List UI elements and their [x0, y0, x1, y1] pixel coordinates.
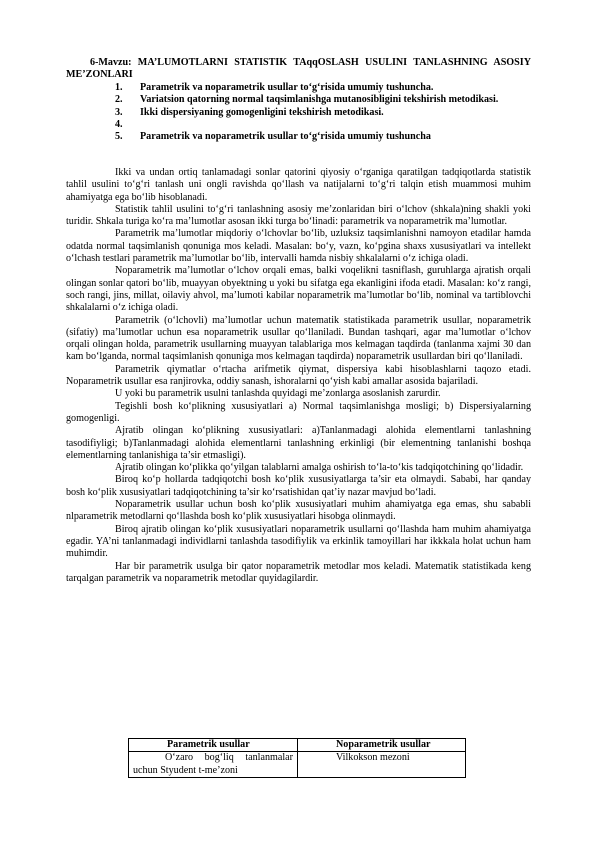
- outline-item: [66, 94, 531, 106]
- paragraph: Noparametrik usullar uchun bosh ko‘plik xususiyatlari muhim ahamiyatga ega emas, shu sababli nlparametrik metodlarni qo‘llashda bosh ko‘plik xususiyatlari hisobga olinmaydi.: [66, 499, 531, 523]
- paragraph: Parametrik (o‘lchovli) ma’lumotlar uchun matematik statistikada parametrik usullar, noparametrik (sifatiy) ma’lumotlar uchun esa noparametrik usullar qo‘llaniladi. Bundan tashqari, agar ma’lumotlar o‘lchov orqali olingan holda, parametrik usullarning muayyan talablariga mos kelmagan taqdirda (tanlanma xajmi 30 dan kam bo‘lganda, normal taqsimlanish qonuniga mos kelmagan taqdirda) noparametrik usullardan biri qo‘llaniladi.: [66, 314, 531, 363]
- table-cell: O‘zaro bog‘liq tanlanmalar uchun Styudent t-me’zoni: [129, 752, 298, 778]
- paragraph: Biroq ko‘p hollarda tadqiqotchi bosh ko‘plik xususiyatlarga ta’sir eta olmaydi. Sababi, har qanday bosh ko‘plik xususiyatlari tadqiqotchining ta’sir ko‘rsatishidan qat’iy nazar mavjud bo‘ladi.: [66, 474, 531, 498]
- outline-text: Parametrik va noparametrik usullar to‘g‘risida umumiy tushuncha.: [140, 82, 434, 93]
- outline-item: [66, 131, 531, 143]
- outline-item: [66, 119, 531, 131]
- outline-text: Ikki dispersiyaning gomogenligini tekshirish metodikasi.: [140, 106, 384, 118]
- paragraph: Ajratib olingan ko‘plikning xususiyatlari: a)Tanlanmadagi alohida elementlarni tanlashning tasodifiyligi; b)Tanlanmadagi alohida elementlarni tanlashning erkinligi (bir elementning tanlanishi boshqa elementlarning tanlanishiga ta’sir etmasligi).: [66, 425, 531, 461]
- table-header-cell: Noparametrik usullar: [298, 739, 466, 752]
- outline-number: 2.: [115, 94, 123, 106]
- table-row: [129, 752, 466, 778]
- paragraph: Parametrik qiymatlar o‘rtacha arifmetik qiymat, dispersiya kabi hisoblashlarni taqozo etadi. Noparametrik usullar esa ranjirovka, oddiy sanash, ishoralarni qo‘yish kabi amallar asosida bajariladi.: [66, 363, 531, 388]
- table-header-row: [129, 739, 466, 752]
- document-body: [66, 167, 531, 585]
- methods-table: [128, 738, 466, 778]
- paragraph: Parametrik ma’lumotlar miqdoriy o‘lchovlar bo‘lib, uzluksiz taqsimlanishni namoyon etadilar hamda odatda normal taqsimlanish qonuniga mos keladi. Masalan: bo‘y, vazn, ko‘pgina shaxs xususiyatlari va intellekt o‘lchash testlari parametrik ma’lumotlar bo‘lib, intervalli hamda nisbiy shkalalarni o‘z ichiga oladi.: [66, 228, 531, 265]
- paragraph: Ikki va undan ortiq tanlamadagi sonlar qatorini qiyosiy o‘rganiga qaratilgan tadqiqotlarda statistik tahlil usulini to‘g‘ri tanlash uni ongli ravishda qo‘llash va natijalarni to‘g‘ri talqin etish muammosi muhim ahamiyatga ega bo‘lib hisoblanadi.: [66, 167, 531, 203]
- outline-text: Variatsion qatorning normal taqsimlanishga mutanosibligini tekshirish metodikasi.: [140, 94, 499, 106]
- outline-text: [140, 119, 531, 131]
- outline-item: [66, 82, 531, 94]
- topic-outline: [66, 82, 531, 143]
- document-title: 6-Mavzu: MA’LUMOTLARNI STATISTIK TAqqOSLASH USULINI TANLASHNING ASOSIY ME’ZONLARI: [66, 57, 531, 81]
- outline-number: 3.: [115, 106, 123, 118]
- outline-number: 4.: [115, 118, 123, 130]
- table-cell: Vilkokson mezoni: [298, 752, 466, 778]
- paragraph: Ajratib olingan ko‘plikka qo‘yilgan talablarni amalga oshirish to‘la-to‘kis tadqiqotchining qo‘lidadir.: [115, 462, 524, 474]
- outline-item: [66, 107, 531, 119]
- paragraph: Noparametrik ma’lumotlar o‘lchov orqali emas, balki voqelikni tasniflash, guruhlarga ajratish orqali olingan sonlar qatori bo‘lib, muayyan obyektning u yoki bu sifatga ega ekanligini ifoda etadi. Masalan: ko‘z rangi, soch rangi, jins, millat, oilaviy ahvol, ma’lumoti kabilar noparametrik ma’lumotlar bo‘lib, nominal va tartiblovchi shkalalarni o‘z ichiga oladi.: [66, 265, 531, 314]
- paragraph: Biroq ajratib olingan ko‘plik xususiyatlari noparametrik usullarni qo‘llashda ham muhim ahamiyatga egadir. YA’ni tanlanmadagi individlarni tanlashda tasodifiylik va erkinlik tamoyillari har ikkkala holat uchun ham muhimdir.: [66, 523, 531, 560]
- table-header-cell: Parametrik usullar: [129, 739, 298, 752]
- paragraph: Tegishli bosh ko‘plikning xususiyatlari a) Normal taqsimlanishga mosligi; b) Dispersiyalarning gomogenligi.: [66, 400, 531, 424]
- outline-number: 1.: [115, 82, 123, 93]
- outline-text: Parametrik va noparametrik usullar to‘g‘risida umumiy tushuncha: [140, 131, 431, 143]
- outline-number: 5.: [115, 131, 123, 143]
- paragraph: Har bir parametrik usulga bir qator noparametrik metodlar mos keladi. Matematik statistikada keng tarqalgan parametrik va noparametrik metodlar quyidagilardir.: [66, 560, 531, 584]
- paragraph: Statistik tahlil usulini to‘g‘ri tanlashning asosiy me’zonlaridan biri o‘lchov (shkala)ning shakli yoki turidir. Shkala turiga ko‘ra ma’lumotlar asosan ikki turga bo‘linadi: parametrik va noparametrik ma’lumotlar.: [66, 203, 531, 228]
- paragraph: U yoki bu parametrik usulni tanlashda quyidagi me’zonlarga asoslanish zarurdir.: [115, 388, 441, 400]
